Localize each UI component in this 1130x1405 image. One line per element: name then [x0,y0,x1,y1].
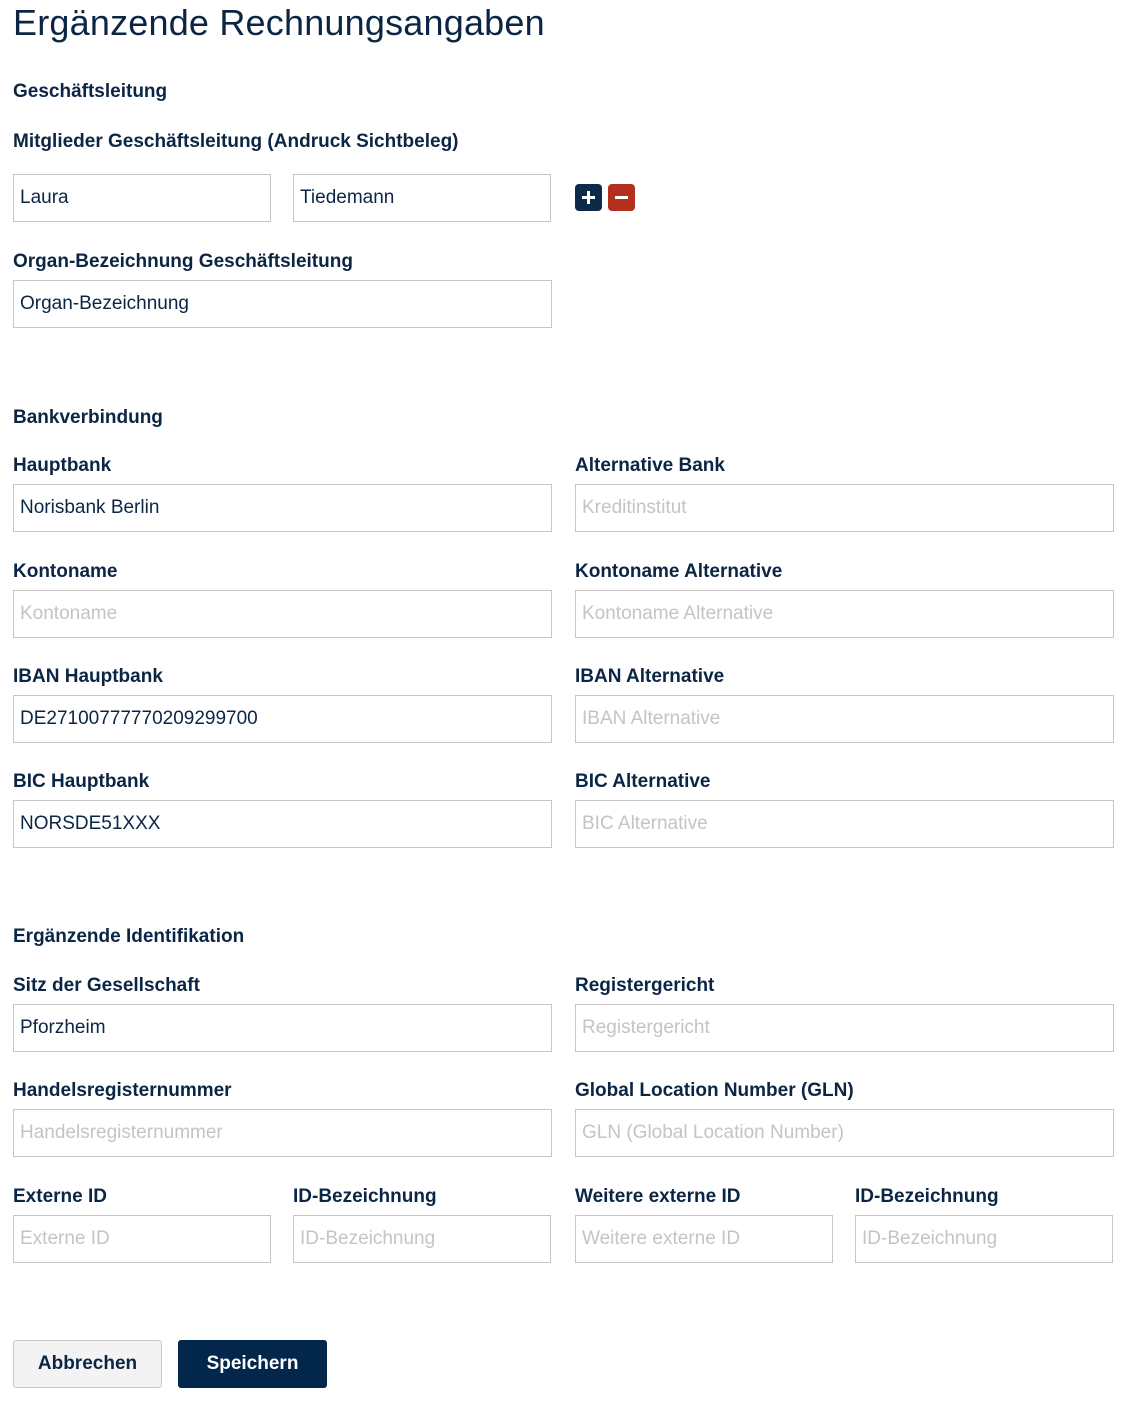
organ-label: Organ-Bezeichnung Geschäftsleitung [13,251,353,272]
further-external-id-desc-input[interactable] [855,1215,1113,1263]
organ-input[interactable] [13,280,552,328]
minus-icon [615,191,628,204]
iban-main-label: IBAN Hauptbank [13,666,163,687]
further-external-id-label: Weitere externe ID [575,1186,741,1207]
bic-main-label: BIC Hauptbank [13,771,150,792]
gln-label: Global Location Number (GLN) [575,1080,854,1101]
add-member-button[interactable] [575,184,602,211]
member-first-name-input[interactable] [13,174,271,222]
section-title-bank: Bankverbindung [13,407,163,428]
iban-alt-label: IBAN Alternative [575,666,725,687]
account-name-alt-label: Kontoname Alternative [575,561,783,582]
account-name-alt-input[interactable] [575,590,1114,638]
page-title: Ergänzende Rechnungsangaben [13,2,545,43]
external-id-desc-label: ID-Bezeichnung [293,1186,437,1207]
save-button[interactable]: Speichern [178,1340,327,1388]
alt-bank-label: Alternative Bank [575,455,725,476]
further-external-id-input[interactable] [575,1215,833,1263]
plus-icon [582,191,595,204]
gln-input[interactable] [575,1109,1114,1157]
register-court-input[interactable] [575,1004,1114,1052]
account-name-input[interactable] [13,590,552,638]
iban-alt-input[interactable] [575,695,1114,743]
external-id-input[interactable] [13,1215,271,1263]
register-number-label: Handelsregisternummer [13,1080,232,1101]
alt-bank-input[interactable] [575,484,1114,532]
remove-member-button[interactable] [608,184,635,211]
register-number-input[interactable] [13,1109,552,1157]
iban-main-input[interactable] [13,695,552,743]
register-court-label: Registergericht [575,975,715,996]
seat-label: Sitz der Gesellschaft [13,975,200,996]
section-title-identification: Ergänzende Identifikation [13,926,245,947]
account-name-label: Kontoname [13,561,118,582]
further-external-id-desc-label: ID-Bezeichnung [855,1186,999,1207]
member-last-name-input[interactable] [293,174,551,222]
members-label: Mitglieder Geschäftsleitung (Andruck Sichtbeleg) [13,131,459,152]
seat-input[interactable] [13,1004,552,1052]
section-title-management: Geschäftsleitung [13,81,168,102]
external-id-desc-input[interactable] [293,1215,551,1263]
external-id-label: Externe ID [13,1186,107,1207]
main-bank-input[interactable] [13,484,552,532]
bic-alt-input[interactable] [575,800,1114,848]
main-bank-label: Hauptbank [13,455,112,476]
bic-main-input[interactable] [13,800,552,848]
bic-alt-label: BIC Alternative [575,771,711,792]
cancel-button[interactable]: Abbrechen [13,1340,162,1388]
